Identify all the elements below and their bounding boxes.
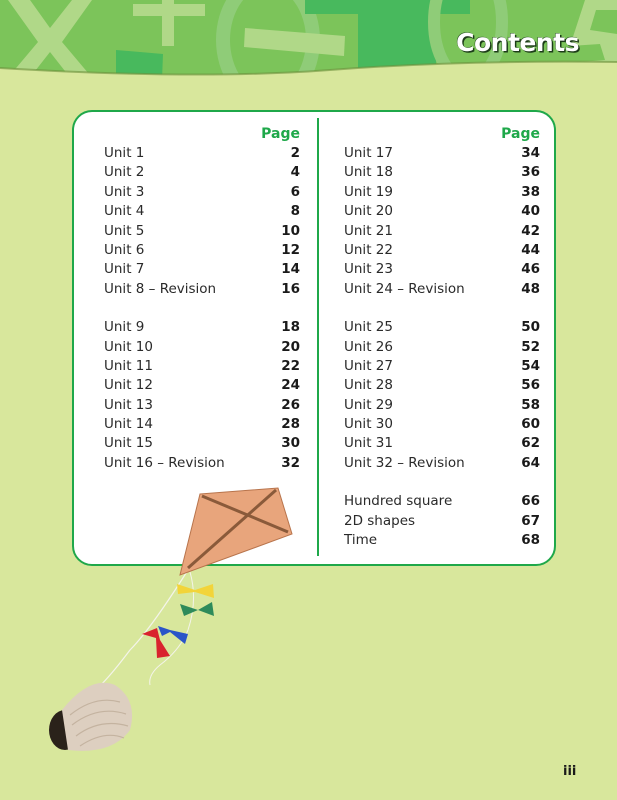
entry-label: Unit 32 – Revision [344,454,465,471]
toc-entry[interactable] [344,183,540,202]
toc-entry[interactable] [104,434,300,453]
entry-page: 14 [281,261,300,278]
entry-label: Unit 28 [344,377,393,394]
entry-page: 44 [521,241,540,258]
entry-label: Unit 9 [104,319,145,336]
entry-page: 67 [521,512,540,529]
entry-page: 24 [281,377,300,394]
toc-entry[interactable] [344,415,540,434]
toc-entry[interactable] [104,144,300,163]
entry-label: Unit 10 [104,338,153,355]
toc-entry[interactable] [344,492,540,511]
toc-entry[interactable] [104,376,300,395]
toc-entry[interactable] [104,280,300,299]
toc-entry[interactable] [344,163,540,182]
header-banner [0,0,617,80]
entry-label: Unit 23 [344,261,393,278]
entry-page: 32 [281,454,300,471]
toc-entry[interactable] [104,338,300,357]
yellow-bow-icon [177,584,214,598]
entry-label: Unit 1 [104,145,145,161]
entry-page: 60 [521,416,540,433]
toc-entry[interactable] [344,280,540,299]
entry-label: Unit 8 – Revision [104,280,217,297]
toc-entry[interactable] [104,202,300,221]
entry-label: Unit 2 [104,164,145,181]
entry-label: Unit 11 [104,357,153,374]
toc-entry[interactable] [344,454,540,473]
entry-label: Unit 19 [344,183,393,200]
entry-label: Unit 5 [104,222,145,239]
toc-entry[interactable] [344,338,540,357]
blue-bow-icon [158,626,188,644]
entry-page: 4 [290,164,300,181]
entry-page: 30 [281,435,300,452]
entry-label: Unit 29 [344,396,393,413]
entry-page: 36 [521,164,540,181]
toc-entry[interactable] [104,396,300,415]
toc-entry[interactable] [104,357,300,376]
entry-page: 10 [281,222,300,239]
entry-page: 56 [521,377,540,394]
entry-page: 8 [290,203,300,220]
entry-label: Unit 17 [344,145,393,161]
entry-label: Time [344,532,378,549]
entry-page: 62 [521,435,540,452]
entry-label: Unit 7 [104,261,145,278]
toc-entry[interactable] [344,260,540,279]
entry-label: Unit 16 – Revision [104,454,225,471]
toc-entry[interactable] [344,222,540,241]
entry-page: 20 [281,338,300,355]
entry-page: 26 [281,396,300,413]
entry-label: Unit 21 [344,222,393,239]
toc-entry[interactable] [104,241,300,260]
page-title: Contents [456,28,579,57]
entry-page: 28 [281,416,300,433]
entry-page: 16 [281,280,300,297]
entry-page: 34 [521,145,540,161]
entry-label: Unit 15 [104,435,153,452]
entry-label: Unit 26 [344,338,393,355]
page-number: iii [563,764,577,779]
page-column-header: Page [261,126,300,142]
entry-label: Unit 12 [104,377,153,394]
toc-entry[interactable] [344,376,540,395]
toc-entry[interactable] [344,241,540,260]
toc-entry[interactable] [104,163,300,182]
toc-entry[interactable] [344,357,540,376]
toc-entry[interactable] [344,512,540,531]
entry-label: Unit 27 [344,357,393,374]
entry-label: Hundred square [344,493,453,510]
entry-label: Unit 30 [344,416,393,433]
entry-label: Unit 31 [344,435,393,452]
entry-label: Unit 25 [344,319,393,336]
entry-page: 2 [290,145,300,161]
entry-label: Unit 13 [104,396,153,413]
toc-entry[interactable] [344,531,540,550]
toc-entry[interactable] [344,202,540,221]
entry-page: 42 [521,222,540,239]
toc-entry[interactable] [104,454,300,473]
entry-page: 38 [521,183,540,200]
entry-page: 54 [521,357,540,374]
contents-column-left [104,124,300,473]
entry-page: 48 [521,280,540,297]
toc-entry[interactable] [344,318,540,337]
toc-entry[interactable] [104,222,300,241]
toc-entry[interactable] [104,183,300,202]
entry-page: 6 [290,183,300,200]
entry-label: Unit 4 [104,203,145,220]
entry-label: Unit 6 [104,241,145,258]
entry-page: 22 [281,357,300,374]
entry-page: 52 [521,338,540,355]
entry-label: Unit 24 – Revision [344,280,465,297]
entry-label: Unit 3 [104,183,145,200]
green-bow-icon [180,602,214,616]
toc-entry[interactable] [344,434,540,453]
string-spool-icon [49,683,132,751]
entry-page: 40 [521,203,540,220]
entry-label: Unit 22 [344,241,393,258]
page-column-header: Page [501,126,540,142]
kite-illustration [40,480,320,760]
entry-label: 2D shapes [344,512,416,529]
entry-label: Unit 14 [104,416,153,433]
entry-page: 12 [281,241,300,258]
toc-entry[interactable] [104,415,300,434]
toc-entry[interactable] [104,318,300,337]
toc-entry[interactable] [344,396,540,415]
contents-column-right [344,124,540,550]
entry-label: Unit 18 [344,164,393,181]
toc-entry[interactable] [104,260,300,279]
entry-page: 50 [521,319,540,336]
entry-page: 18 [281,319,300,336]
entry-label: Unit 20 [344,203,393,220]
entry-page: 46 [521,261,540,278]
toc-entry[interactable] [344,144,540,163]
entry-page: 64 [521,454,540,471]
entry-page: 66 [521,493,540,510]
entry-page: 58 [521,396,540,413]
entry-page: 68 [521,532,540,549]
